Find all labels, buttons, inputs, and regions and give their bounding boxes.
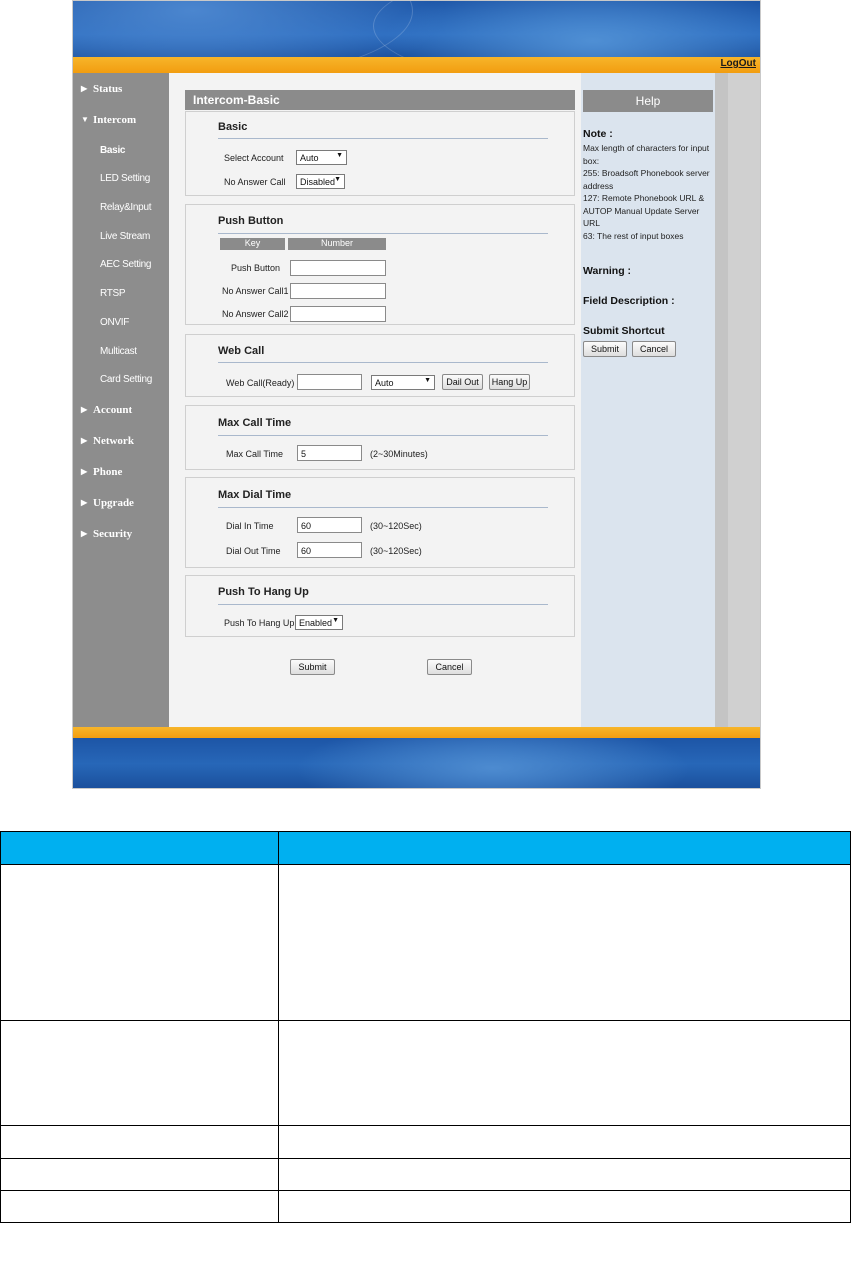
section-divider xyxy=(218,138,548,139)
cancel-button[interactable]: Cancel xyxy=(427,659,472,675)
table-cell xyxy=(279,1191,851,1223)
help-title: Help xyxy=(583,90,713,112)
sidebar-item-label: LED Setting xyxy=(100,173,151,184)
select-account-value: Auto xyxy=(300,153,319,163)
hang-up-button[interactable]: Hang Up xyxy=(489,374,530,390)
note-text xyxy=(583,142,715,242)
sidebar-item-label: Card Setting xyxy=(100,374,152,385)
dropdown-arrow-icon: ▼ xyxy=(332,617,339,624)
section-title: Push To Hang Up xyxy=(218,586,309,598)
web-call-section xyxy=(185,334,575,397)
note-line: AUTOP Manual Update Server URL xyxy=(583,205,700,228)
section-divider xyxy=(218,233,548,234)
section-title: Basic xyxy=(218,121,248,133)
field-description-heading: Field Description : xyxy=(583,295,675,307)
no-answer-call-dropdown[interactable] xyxy=(296,174,345,189)
sidebar-item-label: Basic xyxy=(100,145,126,156)
key-column-header: Key xyxy=(220,238,285,250)
dial-in-time-label: Dial In Time xyxy=(226,521,274,531)
sidebar-item-label: RTSP xyxy=(100,288,126,299)
max-call-time-hint: (2~30Minutes) xyxy=(370,449,428,459)
no-answer-call1-input[interactable] xyxy=(290,283,386,299)
caret-right-icon: ▶ xyxy=(81,84,88,93)
push-to-hang-up-dropdown[interactable] xyxy=(295,615,343,630)
note-line: 255: Broadsoft Phonebook server xyxy=(583,168,710,178)
dial-in-time-input[interactable]: 60 xyxy=(297,517,362,533)
main-content xyxy=(169,73,581,727)
no-answer-call-value: Disabled xyxy=(300,177,336,187)
push-to-hang-up-value: Enabled xyxy=(299,618,333,628)
table-cell xyxy=(1,1021,279,1126)
help-panel xyxy=(581,73,715,727)
table-cell xyxy=(279,1021,851,1126)
top-orange-bar xyxy=(73,57,760,73)
table-header-row xyxy=(1,832,851,865)
sidebar-item-label: Phone xyxy=(93,466,123,478)
section-divider xyxy=(218,507,548,508)
dial-out-time-input[interactable]: 60 xyxy=(297,542,362,558)
sidebar-item-label: Security xyxy=(93,528,133,540)
bottom-orange-bar xyxy=(73,727,760,738)
basic-section xyxy=(185,111,575,196)
section-divider xyxy=(218,604,548,605)
push-to-hang-up-section xyxy=(185,575,575,637)
table-row xyxy=(1,1159,851,1191)
caret-right-icon: ▶ xyxy=(81,436,88,445)
dial-out-button[interactable]: Dail Out xyxy=(442,374,483,390)
max-call-time-input[interactable]: 5 xyxy=(297,445,362,461)
note-line: box: xyxy=(583,155,600,166)
note-line: 127: Remote Phonebook URL & xyxy=(583,193,705,203)
table-row xyxy=(1,1126,851,1159)
section-title: Max Call Time xyxy=(218,417,292,429)
select-account-dropdown[interactable] xyxy=(296,150,347,165)
sidebar-item-label: Live Stream xyxy=(100,231,151,242)
push-button-label: Push Button xyxy=(231,263,281,273)
sidebar-item-label: Upgrade xyxy=(93,497,134,509)
dropdown-arrow-icon: ▼ xyxy=(336,152,343,159)
sidebar-item-label: Multicast xyxy=(100,346,137,357)
caret-right-icon: ▶ xyxy=(81,467,88,476)
shortcut-submit-button[interactable]: Submit xyxy=(583,341,627,357)
submit-shortcut-heading: Submit Shortcut xyxy=(583,325,665,337)
submit-button[interactable]: Submit xyxy=(290,659,335,675)
select-account-label: Select Account xyxy=(224,153,284,163)
table-cell xyxy=(1,1126,279,1159)
table-header-cell xyxy=(279,832,851,865)
push-button-number-input[interactable] xyxy=(290,260,386,276)
top-banner xyxy=(73,1,760,57)
section-title: Push Button xyxy=(218,215,284,227)
push-to-hang-up-label: Push To Hang Up xyxy=(224,618,295,628)
push-button-section xyxy=(185,204,575,325)
table-row xyxy=(1,1191,851,1223)
number-column-header: Number xyxy=(288,238,386,250)
table-cell xyxy=(279,1126,851,1159)
caret-right-icon: ▶ xyxy=(81,498,88,507)
bottom-banner xyxy=(73,738,760,789)
section-divider xyxy=(218,362,548,363)
sidebar xyxy=(73,73,169,727)
web-call-label: Web Call(Ready) xyxy=(226,378,295,388)
caret-right-icon: ▶ xyxy=(81,405,88,414)
web-call-account-value: Auto xyxy=(375,378,394,388)
table-cell xyxy=(279,1159,851,1191)
table-cell xyxy=(1,865,279,1021)
note-heading: Note : xyxy=(583,128,613,140)
section-title: Max Dial Time xyxy=(218,489,292,501)
dial-in-time-hint: (30~120Sec) xyxy=(370,521,422,531)
description-table xyxy=(0,831,851,1223)
max-call-time-section xyxy=(185,405,575,470)
sidebar-item-label: Account xyxy=(93,404,133,416)
no-answer-call2-input[interactable] xyxy=(290,306,386,322)
no-answer-call-label: No Answer Call xyxy=(224,177,286,187)
table-cell xyxy=(1,1159,279,1191)
dropdown-arrow-icon: ▼ xyxy=(334,176,341,183)
section-title: Web Call xyxy=(218,345,265,357)
sidebar-item-label: AEC Setting xyxy=(100,259,152,270)
sidebar-item-label: Status xyxy=(93,83,123,95)
max-call-time-label: Max Call Time xyxy=(226,449,284,459)
no-answer-call1-label: No Answer Call1 xyxy=(222,286,289,296)
sidebar-item-label: ONVIF xyxy=(100,317,130,328)
dial-out-time-label: Dial Out Time xyxy=(226,546,281,556)
table-row xyxy=(1,865,851,1021)
shortcut-cancel-button[interactable]: Cancel xyxy=(632,341,676,357)
sidebar-item-label: Relay&Input xyxy=(100,202,152,213)
dial-out-time-hint: (30~120Sec) xyxy=(370,546,422,556)
logout-link[interactable]: LogOut xyxy=(720,58,756,69)
right-gutter xyxy=(715,73,761,727)
section-divider xyxy=(218,435,548,436)
page-title: Intercom-Basic xyxy=(185,90,575,110)
caret-right-icon: ▶ xyxy=(81,529,88,538)
sidebar-item-label: Intercom xyxy=(93,114,137,126)
table-cell xyxy=(1,1191,279,1223)
sidebar-item-label: Network xyxy=(93,435,134,447)
web-ui-screenshot xyxy=(72,0,761,789)
table-header-cell xyxy=(1,832,279,865)
dropdown-arrow-icon: ▼ xyxy=(424,377,431,384)
max-dial-time-section xyxy=(185,477,575,568)
table-row xyxy=(1,1021,851,1126)
web-call-account-dropdown[interactable] xyxy=(371,375,435,390)
note-line: 63: The rest of input boxes xyxy=(583,230,684,241)
warning-heading: Warning : xyxy=(583,265,632,277)
no-answer-call2-label: No Answer Call2 xyxy=(222,309,289,319)
note-line: Max length of characters for input xyxy=(583,143,710,153)
table-cell xyxy=(279,865,851,1021)
caret-down-icon: ▼ xyxy=(81,115,89,124)
note-line: address xyxy=(583,180,614,191)
web-call-number-input[interactable] xyxy=(297,374,362,390)
